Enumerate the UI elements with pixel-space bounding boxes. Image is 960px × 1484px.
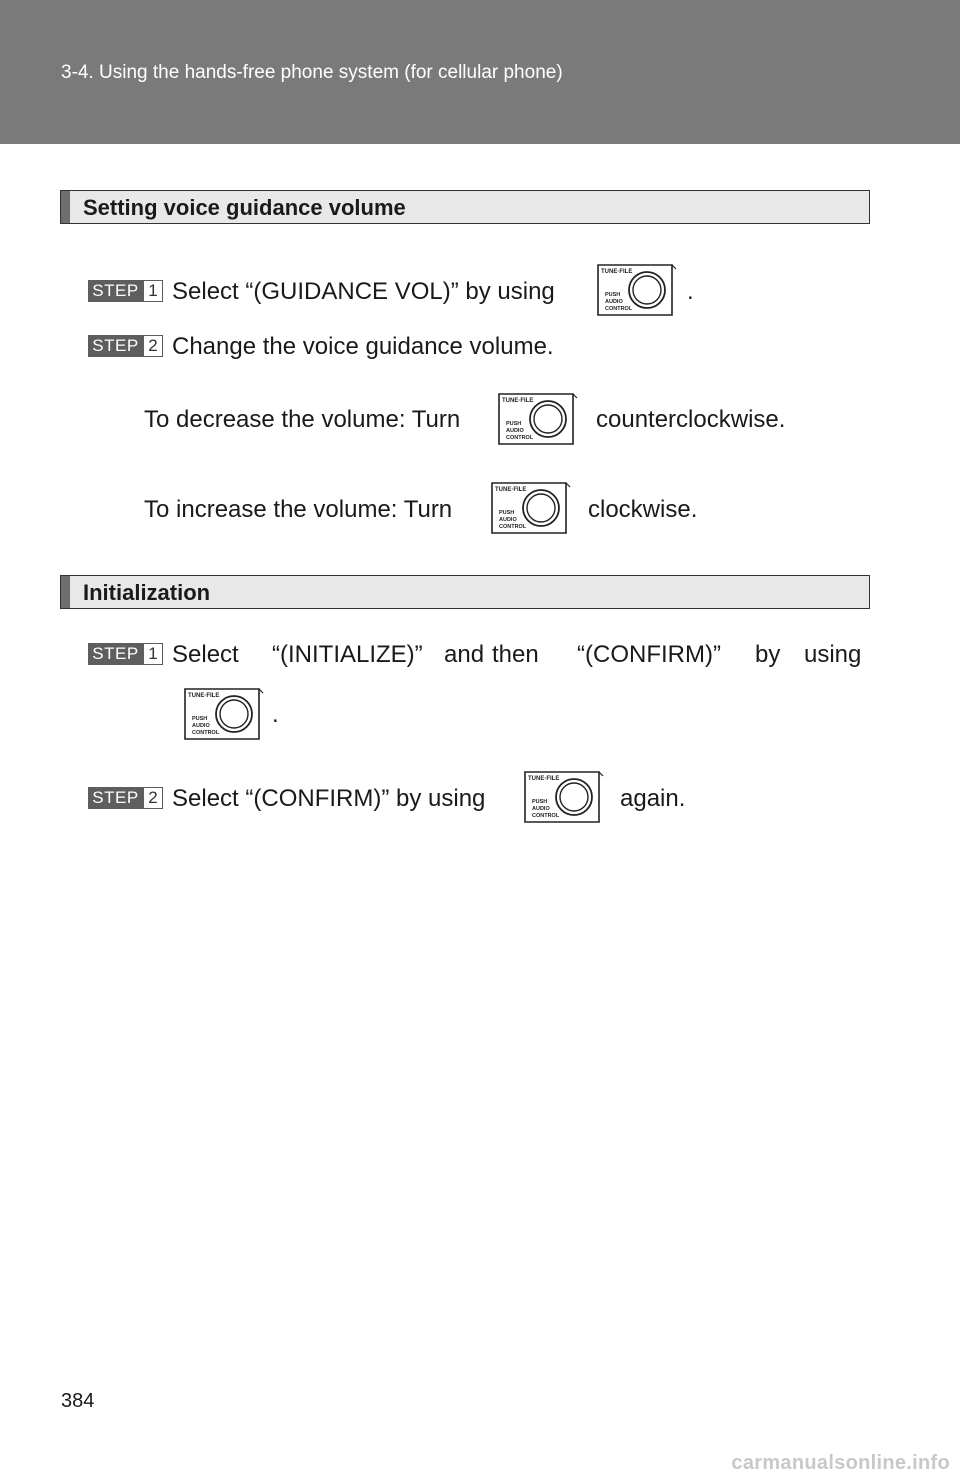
init-step1-word-by: by	[755, 641, 781, 668]
increase-text: To increase the volume: Turn	[144, 496, 453, 523]
increase-direction: clockwise.	[588, 496, 698, 523]
knob-label-2: AUDIO	[499, 517, 517, 523]
knob-label-2: AUDIO	[532, 806, 550, 812]
init-step1-word-initialize: “(INITIALIZE)”	[272, 641, 423, 668]
page-header-title: 3-4. Using the hands-free phone system (for cellular phone)	[61, 62, 563, 83]
init-step1-word-then: then	[492, 641, 539, 668]
init-step2-text: Select “(CONFIRM)” by using	[172, 785, 486, 812]
footer-watermark-url: carmanualsonline.info	[731, 1452, 950, 1474]
step-number: 2	[143, 787, 163, 809]
knob-label-1: PUSH	[499, 510, 515, 516]
knob-label-top: TUNE·FILE	[502, 398, 534, 404]
init-step2-again: again.	[620, 785, 686, 812]
knob-label-top: TUNE·FILE	[188, 693, 220, 699]
knob-label-3: CONTROL	[499, 524, 527, 530]
tune-file-knob-icon	[497, 392, 579, 446]
section-title: Initialization	[83, 580, 211, 605]
knob-label-2: AUDIO	[506, 428, 524, 434]
knob-label-1: PUSH	[532, 799, 548, 805]
init-step1-word-confirm: “(CONFIRM)”	[577, 641, 721, 668]
tune-file-knob-icon	[490, 481, 572, 535]
knob-label-top: TUNE·FILE	[528, 776, 560, 782]
step-word: STEP	[88, 787, 143, 809]
init-step1-word-and: and	[444, 641, 485, 668]
init-step1-word-using: using	[804, 641, 862, 668]
knob-label-3: CONTROL	[605, 306, 633, 312]
step1-text: Select “(GUIDANCE VOL)” by using	[172, 278, 555, 305]
tune-file-knob-icon	[183, 687, 265, 741]
section-heading-voice-guidance-volume	[60, 190, 870, 224]
decrease-text: To decrease the volume: Turn	[144, 406, 461, 433]
knob-label-1: PUSH	[192, 716, 208, 722]
step-number: 1	[143, 280, 163, 302]
step-number: 2	[143, 335, 163, 357]
knob-label-2: AUDIO	[192, 723, 210, 729]
step-number: 1	[143, 643, 163, 665]
knob-label-top: TUNE·FILE	[495, 487, 527, 493]
step-word: STEP	[88, 280, 143, 302]
tune-file-knob-icon	[596, 263, 678, 317]
init-step1-period: .	[272, 701, 279, 728]
init-step1-word-select: Select	[172, 641, 239, 668]
step-word: STEP	[88, 335, 143, 357]
knob-label-2: AUDIO	[605, 299, 623, 305]
section-title: Setting voice guidance volume	[83, 195, 406, 220]
step2-text: Change the voice guidance volume.	[172, 333, 554, 360]
page-number: 384	[61, 1390, 95, 1412]
knob-label-top: TUNE·FILE	[601, 269, 633, 275]
knob-label-1: PUSH	[605, 292, 621, 298]
knob-label-3: CONTROL	[192, 730, 220, 736]
step1-period: .	[687, 278, 694, 305]
section-heading-initialization	[60, 575, 870, 609]
step-word: STEP	[88, 643, 143, 665]
decrease-direction: counterclockwise.	[596, 406, 786, 433]
knob-label-3: CONTROL	[506, 435, 534, 441]
knob-label-3: CONTROL	[532, 813, 560, 819]
tune-file-knob-icon	[523, 770, 605, 824]
knob-label-1: PUSH	[506, 421, 522, 427]
